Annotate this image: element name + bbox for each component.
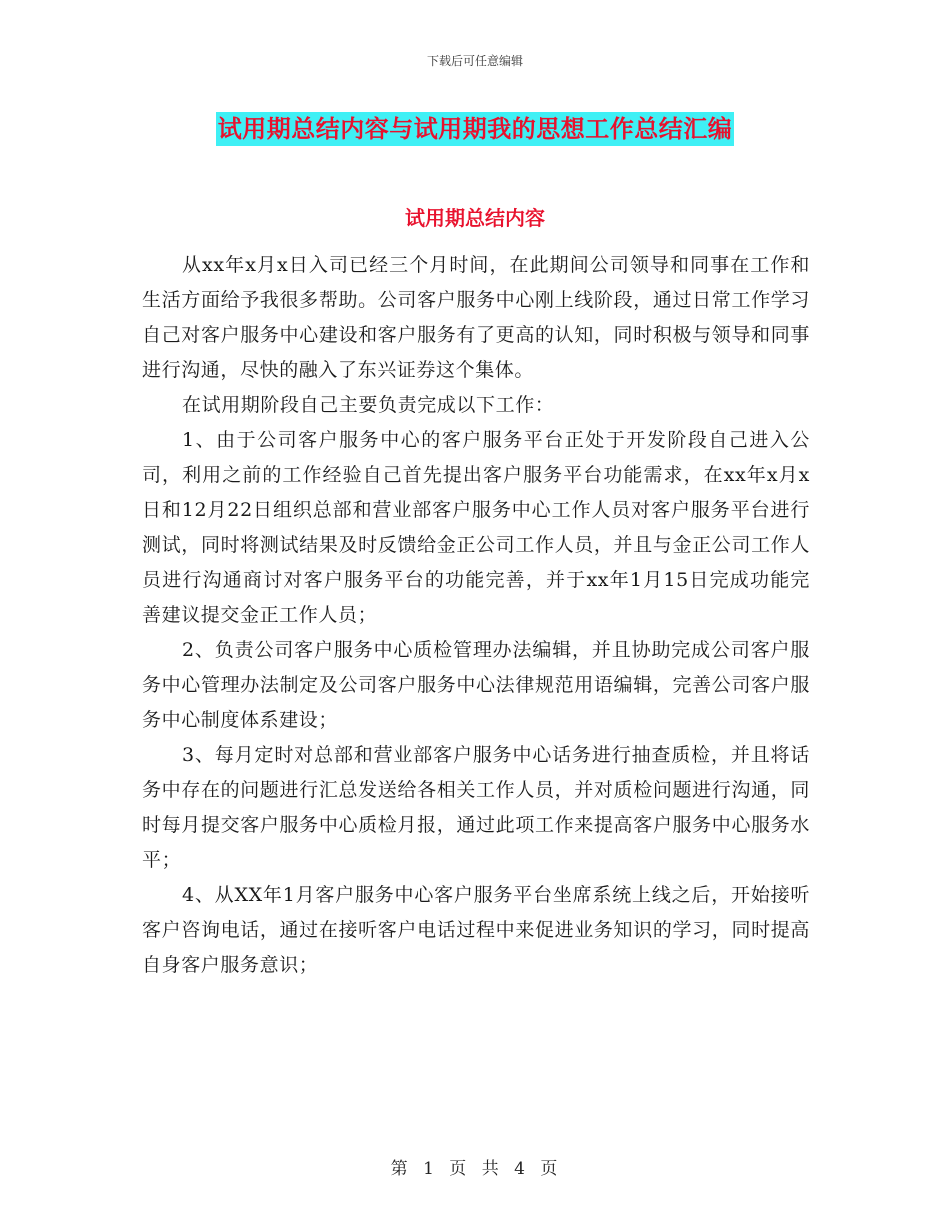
paragraph-item-4: 4、从XX年1月客户服务中心客户服务平台坐席系统上线之后，开始接听客户咨询电话，通过在接听客户电话过程中来促进业务知识的学习，同时提高自身客户服务意识； xyxy=(142,884,810,976)
paragraph-item-3: 3、每月定时对总部和营业部客户服务中心话务进行抽查质检，并且将话务中存在的问题进行汇总发送给各相关工作人员，并对质检问题进行沟通，同时每月提交客户服务中心质检月报，通过此项工作来提高客户服务中心服务水平； xyxy=(142,744,810,871)
page-number-footer: 第 1 页 共 4 页 xyxy=(390,1159,560,1179)
paragraph-intro: 从xx年x月x日入司已经三个月时间，在此期间公司领导和同事在工作和生活方面给予我很多帮助。公司客户服务中心刚上线阶段，通过日常工作学习自己对客户服务中心建设和客户服务有了更高的认知，同时积极与领导和同事进行沟通，尽快的融入了东兴证券这个集体。 xyxy=(142,254,810,381)
section-title: 试用期总结内容 xyxy=(405,206,545,230)
document-title-container xyxy=(0,112,950,146)
document-title: 试用期总结内容与试用期我的思想工作总结汇编 xyxy=(216,112,735,146)
header-note: 下载后可任意编辑 xyxy=(426,54,523,68)
paragraph-item-1: 1、由于公司客户服务中心的客户服务平台正处于开发阶段自己进入公司，利用之前的工作经验自己首先提出客户服务平台功能需求，在xx年x月x日和12月22日组织总部和营业部客户服务中心工作人员对客户服务平台进行测试，同时将测试结果及时反馈给金正公司工作人员，并且与金正公司工作人员进行沟通商讨对客户服务平台的功能完善，并于xx年1月15日完成功能完善建议提交金正工作人员； xyxy=(142,429,810,626)
paragraph-item-2: 2、负责公司客户服务中心质检管理办法编辑，并且协助完成公司客户服务中心管理办法制定及公司客户服务中心法律规范用语编辑，完善公司客户服务中心制度体系建设； xyxy=(142,639,810,731)
paragraph-tasks-heading: 在试用期阶段自己主要负责完成以下工作： xyxy=(182,394,555,416)
document-body xyxy=(142,248,810,983)
